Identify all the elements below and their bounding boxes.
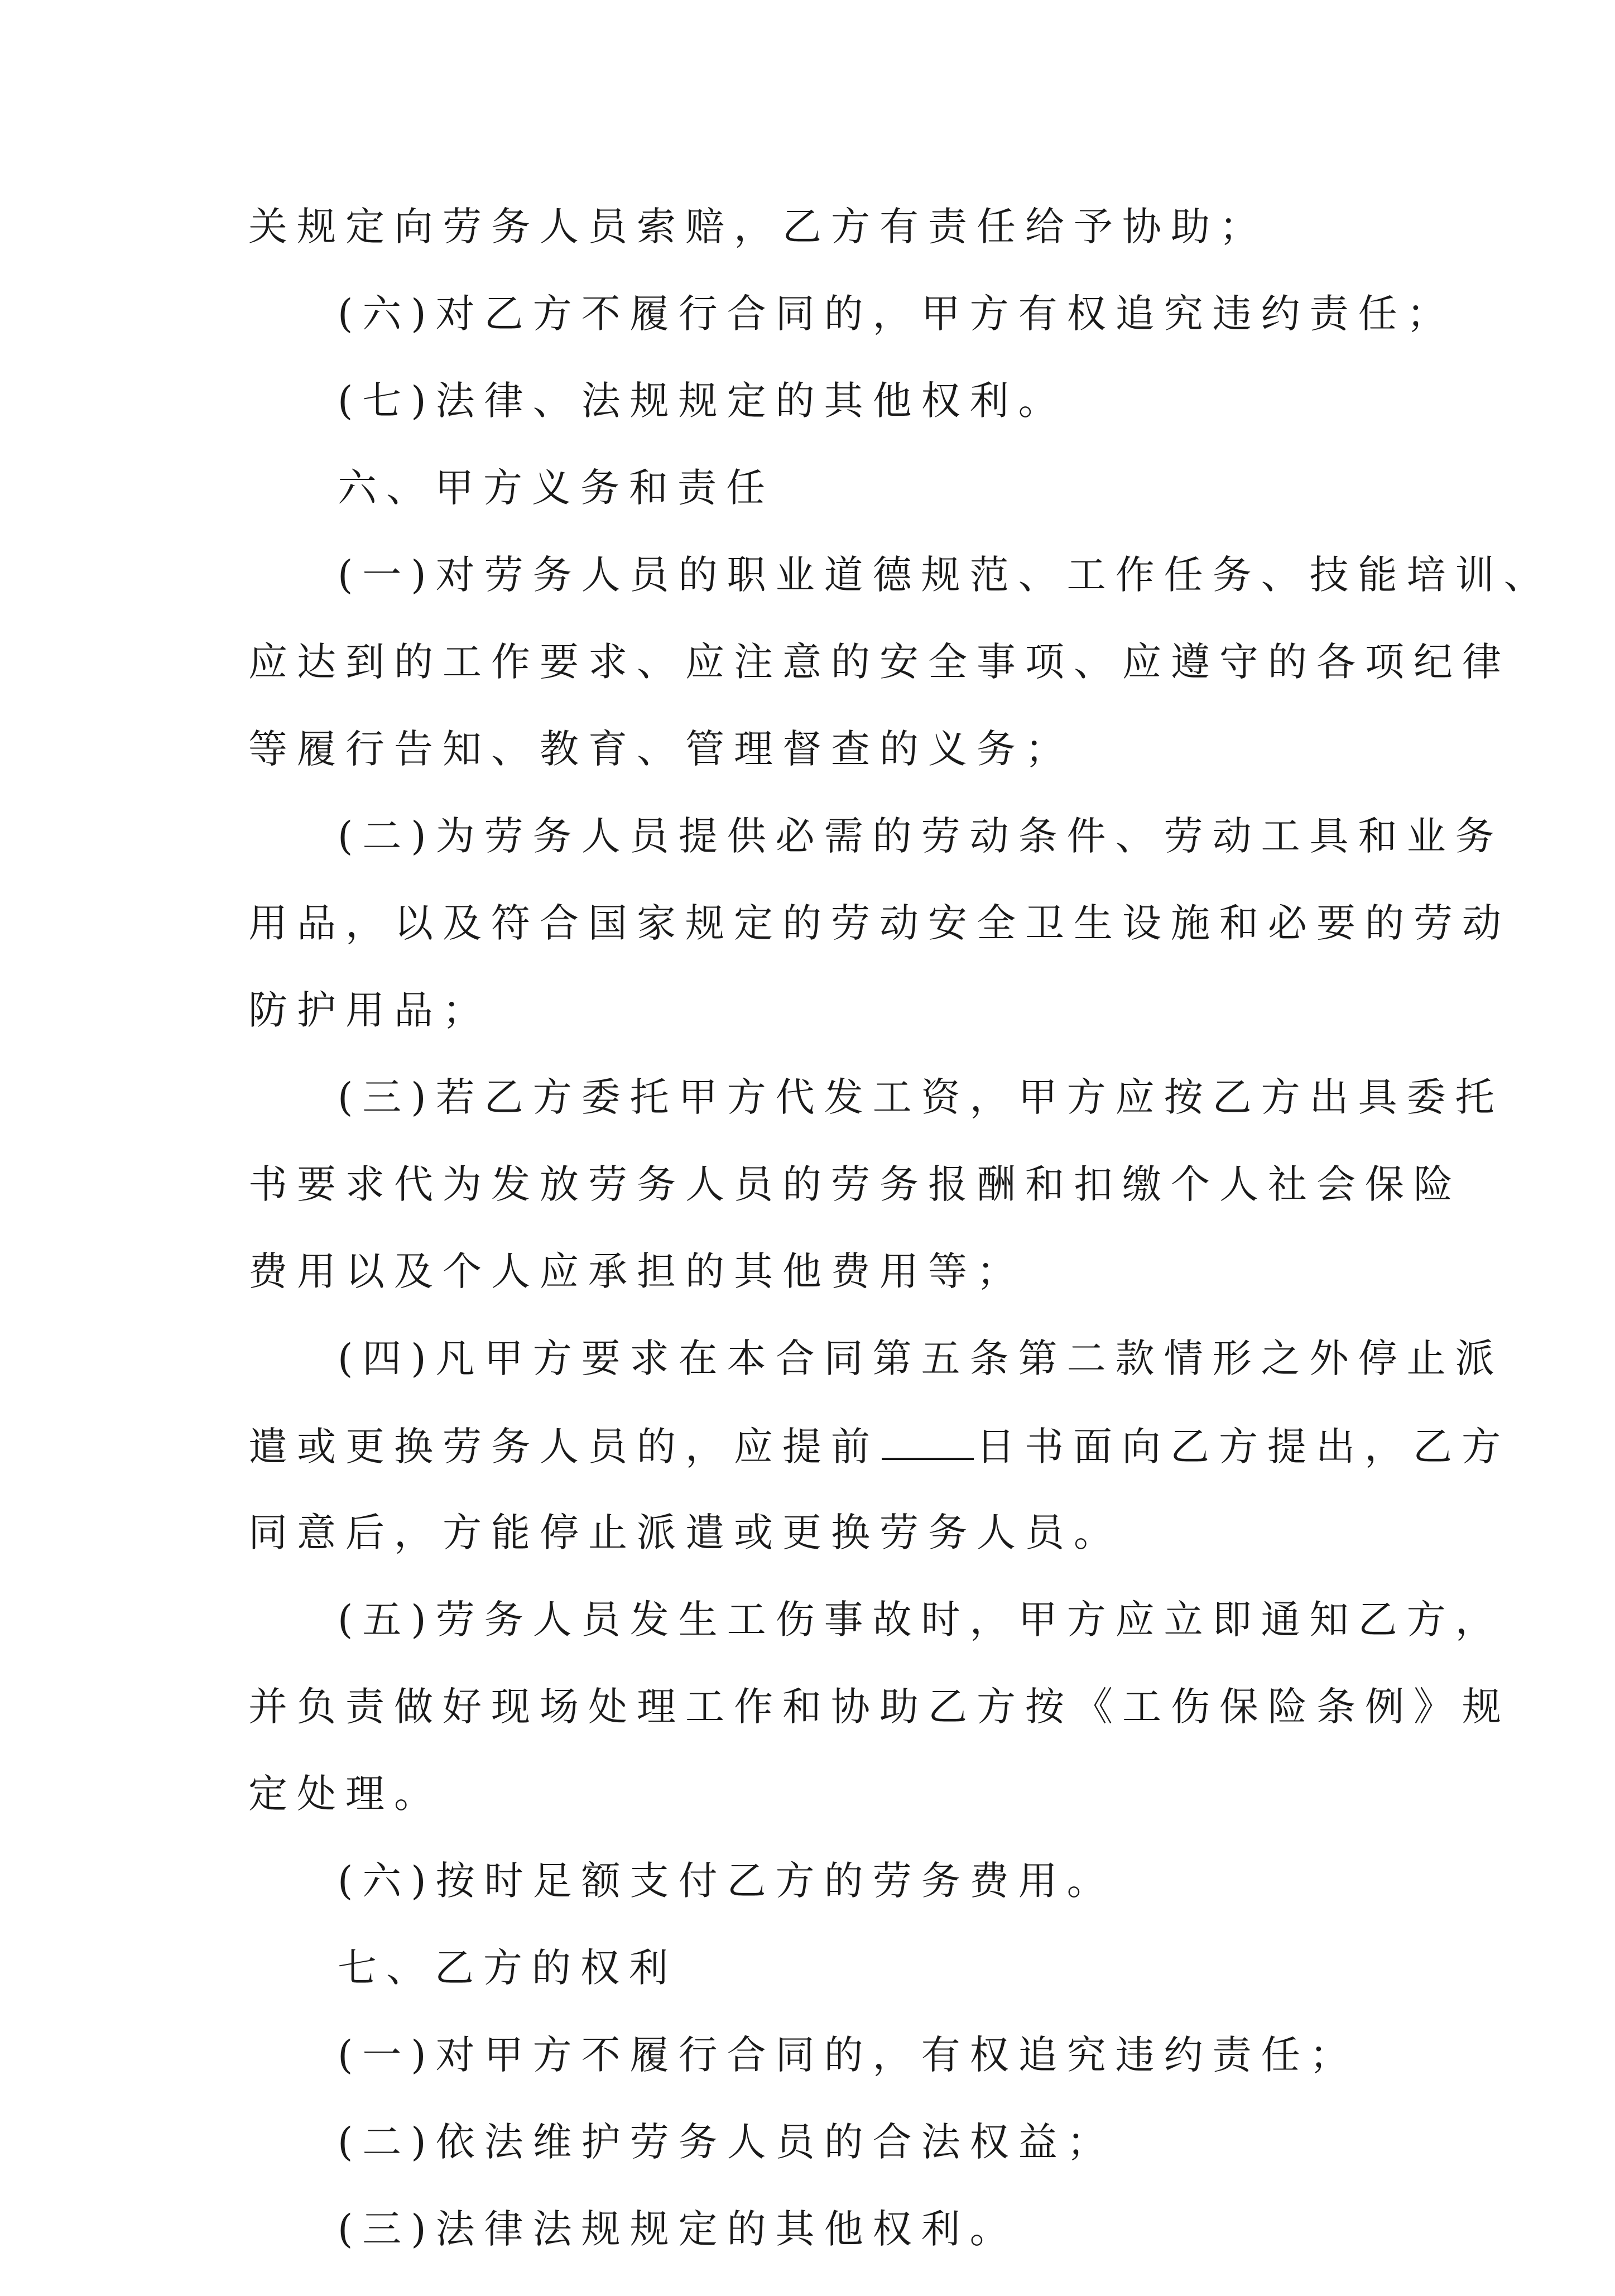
text-line: 同意后，方能停止派遣或更换劳务人员。 <box>248 1510 1122 1555</box>
text-segment: 遣或更换劳务人员的，应提前 <box>248 1424 879 1469</box>
text-line: (七)法律、法规规定的其他权利。 <box>338 378 1067 424</box>
text-line: 防护用品； <box>248 987 491 1033</box>
text-line: 定处理。 <box>248 1771 443 1817</box>
text-line: (六)对乙方不履行合同的，甲方有权追究违约责任； <box>338 291 1455 337</box>
text-line: (五)劳务人员发生工伤事故时，甲方应立即通知乙方， <box>338 1597 1504 1642</box>
text-line: 书要求代为发放劳务人员的劳务报酬和扣缴个人社会保险 <box>248 1161 1462 1207</box>
text-line: (三)若乙方委托甲方代发工资，甲方应按乙方出具委托 <box>338 1074 1504 1120</box>
text-line: 等履行告知、教育、管理督查的义务； <box>248 726 1074 772</box>
text-line: (四)凡甲方要求在本合同第五条第二款情形之外停止派 <box>338 1336 1504 1381</box>
fill-in-blank[interactable] <box>882 1425 974 1460</box>
text-line: (六)按时足额支付乙方的劳务费用。 <box>338 1858 1116 1904</box>
document-body <box>248 204 1552 2296</box>
text-line: (三)法律法规规定的其他权利。 <box>338 2206 1018 2252</box>
text-line: 用品，以及符合国家规定的劳动安全卫生设施和必要的劳动 <box>248 900 1511 946</box>
text-line: 关规定向劳务人员索赔，乙方有责任给予协助； <box>248 204 1268 249</box>
text-line: (一)对甲方不履行合同的，有权追究违约责任； <box>338 2032 1358 2078</box>
text-line: 费用以及个人应承担的其他费用等； <box>248 1248 1025 1294</box>
text-line: (二)依法维护劳务人员的合法权益； <box>338 2119 1116 2165</box>
text-line: (一)对劳务人员的职业道德规范、工作任务、技能培训、 <box>338 552 1552 598</box>
text-segment: 日书面向乙方提出，乙方 <box>976 1424 1510 1469</box>
text-line-with-blank <box>248 1424 1510 1469</box>
section-heading: 七、乙方的权利 <box>338 1945 677 1991</box>
text-line: (二)为劳务人员提供必需的劳动条件、劳动工具和业务 <box>338 813 1504 859</box>
section-heading: 六、甲方义务和责任 <box>338 465 775 511</box>
text-line: 应达到的工作要求、应注意的安全事项、应遵守的各项纪律 <box>248 639 1511 685</box>
text-line: 并负责做好现场处理工作和协助乙方按《工伤保险条例》规 <box>248 1684 1511 1730</box>
